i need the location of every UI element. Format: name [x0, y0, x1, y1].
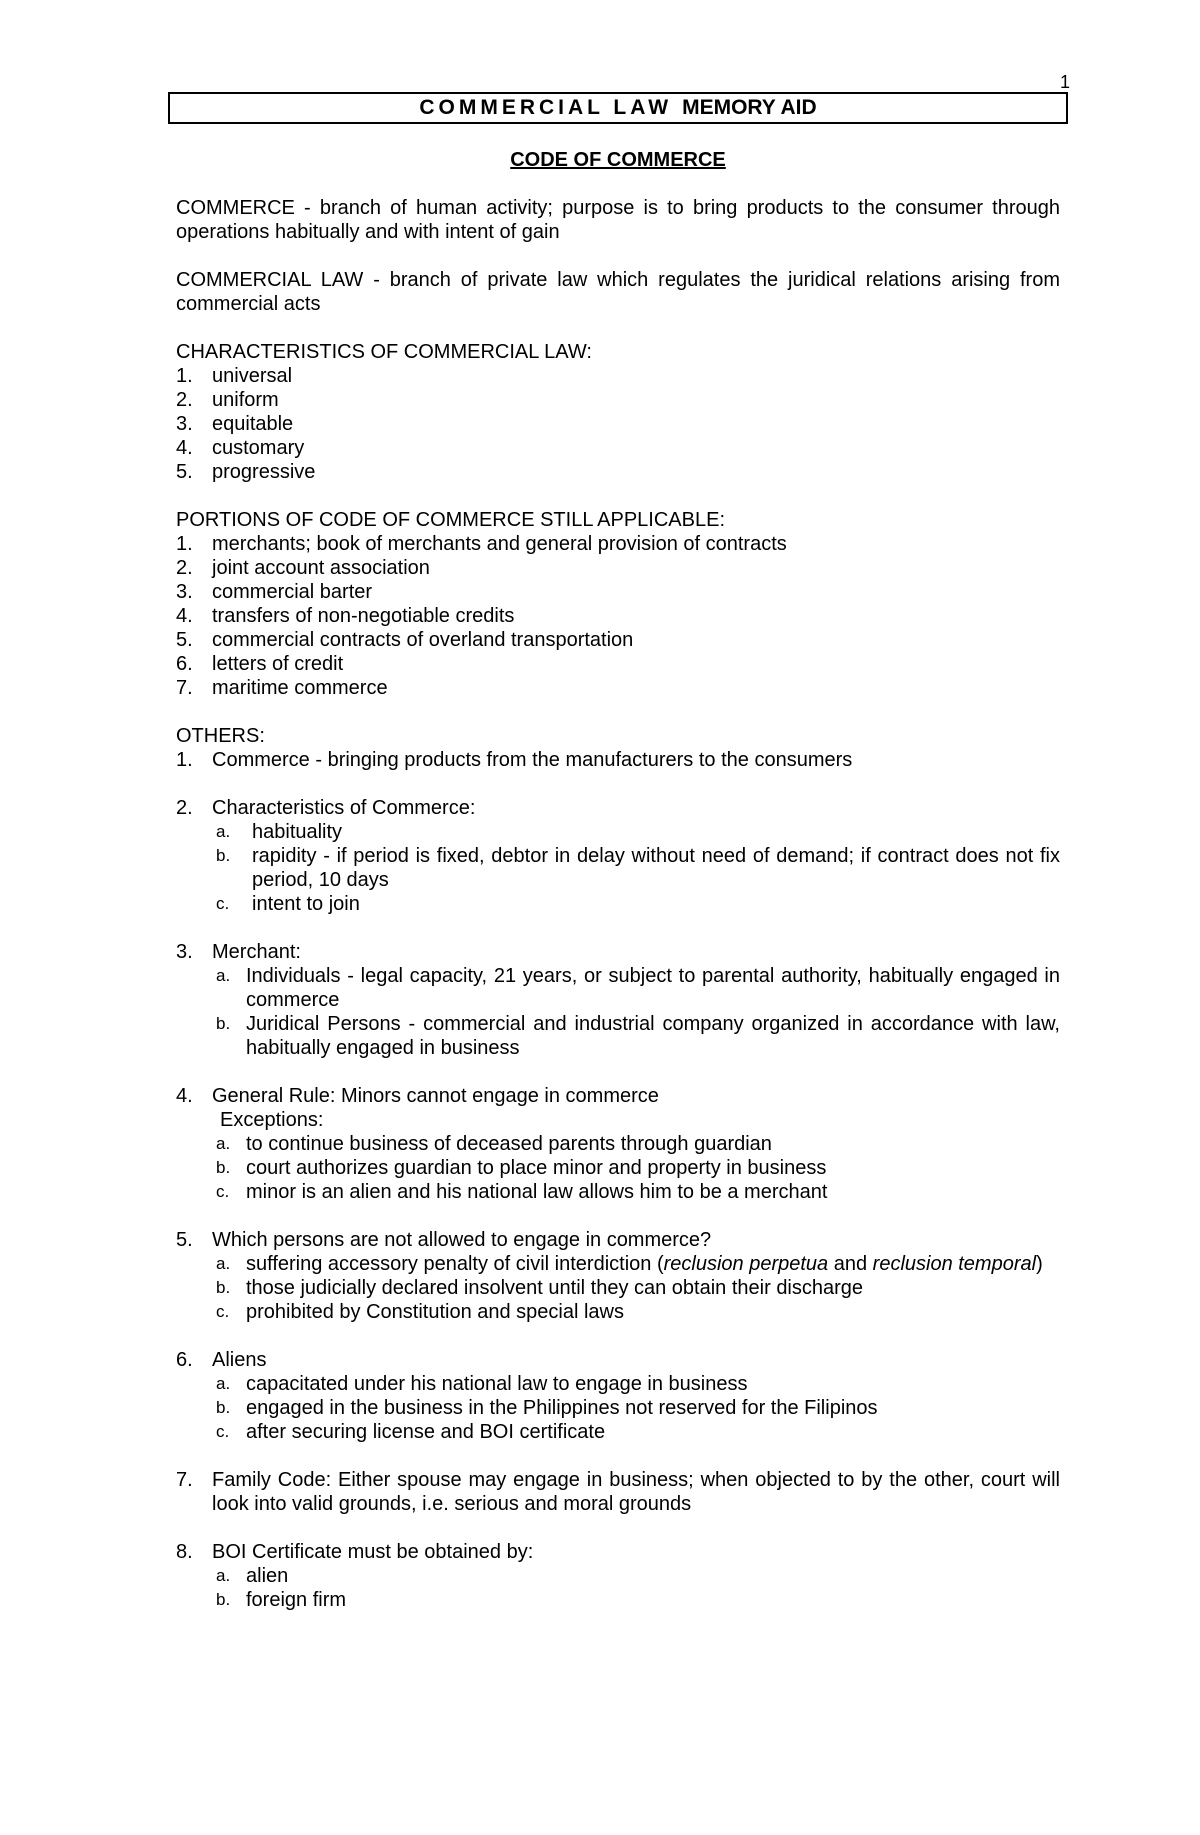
section-heading: CODE OF COMMERCE [510, 149, 726, 171]
others-item-3: 3. Merchant: a. Individuals - legal capacity, 21 years, or subject to parental authority, habitually engaged in commerce b. Juridical Persons - commercial and industrial company organized in accordance with law, habitually engaged in business [176, 941, 1060, 1059]
sub-item: a. habituality [216, 821, 343, 843]
others-title: OTHERS: [176, 725, 265, 747]
list-item: 2. uniform [176, 389, 279, 411]
sub-item: c. prohibited by Constitution and special laws [216, 1301, 624, 1323]
list-item: 4. customary [176, 437, 305, 459]
sub-item: b. engaged in the business in the Philippines not reserved for the Filipinos [216, 1397, 878, 1419]
sub-item: b. Juridical Persons - commercial and industrial company organized in accordance with law, habitually engaged in business [216, 1013, 1060, 1059]
sub-item: b. rapidity - if period is fixed, debtor in delay without need of demand; if contract does not fix period, 10 days [216, 845, 1060, 891]
item-title: Characteristics of Commerce: [212, 797, 476, 819]
item-title: Merchant: [212, 941, 301, 963]
definition-commercial-law: COMMERCIAL LAW - branch of private law which regulates the juridical relations arising from commercial acts [176, 269, 1060, 315]
item-title: Aliens [212, 1349, 267, 1371]
document-title [168, 92, 1068, 124]
others-section [176, 724, 1060, 1612]
others-item-8: 8. BOI Certificate must be obtained by: a. alien b. foreign firm [176, 1540, 1060, 1612]
document-body [176, 148, 1060, 1636]
list-item: 5. progressive [176, 461, 316, 483]
sub-item: a. capacitated under his national law to engage in business [216, 1373, 748, 1395]
sub-item: a. Individuals - legal capacity, 21 years, or subject to parental authority, habitually engaged in commerce [216, 965, 1060, 1011]
page-number: 1 [1059, 72, 1070, 92]
definition-commerce: COMMERCE - branch of human activity; purpose is to bring products to the consumer through operations habitually and with intent of gain [176, 197, 1060, 243]
exceptions-label: Exceptions: [220, 1109, 324, 1131]
others-item-6: 6. Aliens a. capacitated under his national law to engage in business b. engaged in the business in the Philippines not reserved for the Filipinos c. after securing license and BOI certificate [176, 1348, 1060, 1444]
sub-item: c. intent to join [216, 893, 360, 915]
list-item: 5. commercial contracts of overland transportation [176, 629, 634, 651]
list-item: 7. maritime commerce [176, 677, 388, 699]
sub-item: a. alien [216, 1565, 289, 1587]
others-item-5: 5. Which persons are not allowed to engage in commerce? a. suffering accessory penalty of civil interdiction (reclusion perpetua and reclusion temporal) b. those judicially declared insolvent until they can obtain their discharge c. prohibited by Constitution and special laws [176, 1228, 1060, 1324]
sub-item: b. foreign firm [216, 1589, 347, 1611]
sub-item: a. suffering accessory penalty of civil interdiction (reclusion perpetua and reclusion temporal) [216, 1253, 1043, 1275]
characteristics-list [176, 364, 1060, 484]
sub-item: b. those judicially declared insolvent until they can obtain their discharge [216, 1277, 864, 1299]
characteristics-section [176, 340, 1060, 484]
sub-item: c. after securing license and BOI certificate [216, 1421, 606, 1443]
list-item: 2. joint account association [176, 557, 430, 579]
list-item: 3. commercial barter [176, 581, 373, 603]
sub-item: b. court authorizes guardian to place minor and property in business [216, 1157, 827, 1179]
item-title: General Rule: Minors cannot engage in commerce [212, 1085, 659, 1107]
list-item: 1. merchants; book of merchants and general provision of contracts [176, 533, 787, 555]
others-item-1: 1. Commerce - bringing products from the manufacturers to the consumers [176, 749, 853, 771]
list-item: 4. transfers of non-negotiable credits [176, 605, 515, 627]
item-title: Which persons are not allowed to engage in commerce? [212, 1229, 712, 1251]
portions-title: PORTIONS OF CODE OF COMMERCE STILL APPLICABLE: [176, 509, 726, 531]
others-item-7: 7. Family Code: Either spouse may engage in business; when objected to by the other, court will look into valid grounds, i.e. serious and moral grounds [176, 1469, 1060, 1515]
others-item-4: 4. General Rule: Minors cannot engage in commerce Exceptions: a. to continue business of deceased parents through guardian b. court authorizes guardian to place minor and property in business c. minor is an alien and his national law allows him to be a merchant [176, 1084, 1060, 1204]
portions-list [176, 532, 1060, 700]
sub-item: c. minor is an alien and his national law allows him to be a merchant [216, 1181, 828, 1203]
list-item: 6. letters of credit [176, 653, 344, 675]
title-part2: MEMORY AID [682, 96, 817, 119]
list-item: 3. equitable [176, 413, 294, 435]
others-item-2: 2. Characteristics of Commerce: a. habituality b. rapidity - if period is fixed, debtor in delay without need of demand; if contract does not fix period, 10 days c. intent to join [176, 797, 1060, 915]
item-title: BOI Certificate must be obtained by: [212, 1541, 534, 1563]
title-part1: COMMERCIAL LAW [419, 96, 673, 119]
portions-section [176, 508, 1060, 700]
sub-item: a. to continue business of deceased parents through guardian [216, 1133, 772, 1155]
characteristics-title: CHARACTERISTICS OF COMMERCIAL LAW: [176, 341, 592, 363]
list-item: 1. universal [176, 365, 293, 387]
